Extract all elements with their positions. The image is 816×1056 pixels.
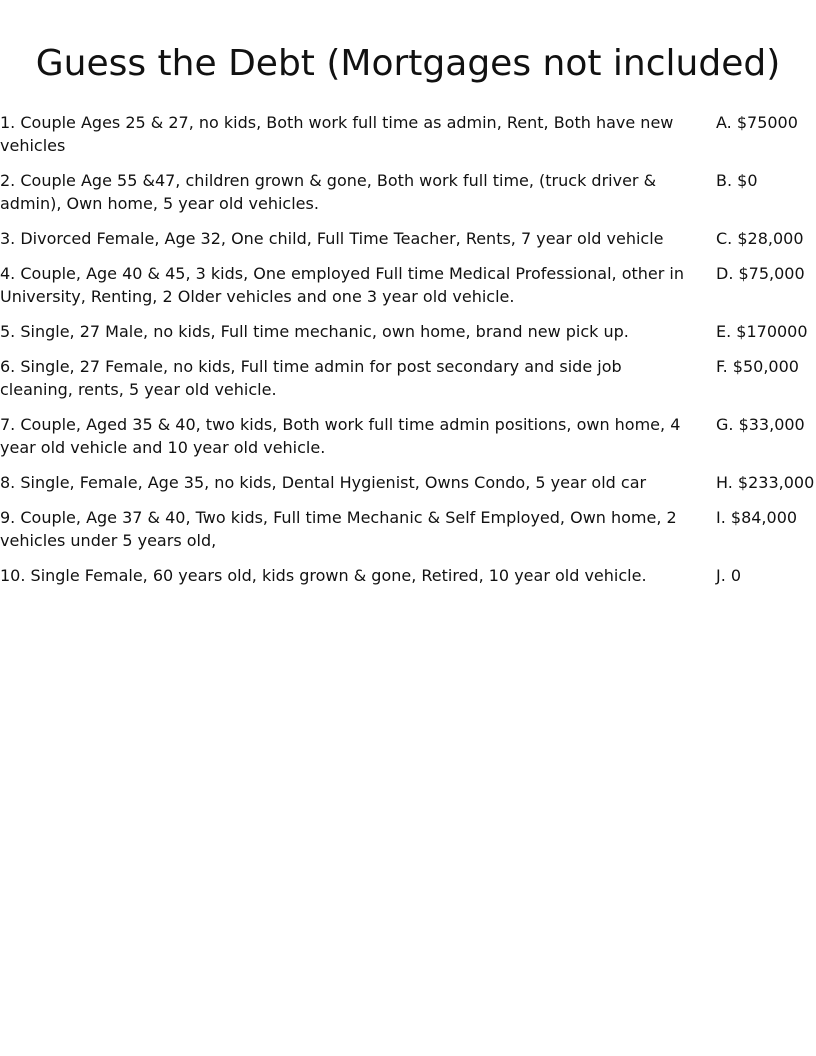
answer-option: A. $75000 bbox=[716, 113, 798, 132]
answer-option: G. $33,000 bbox=[716, 415, 805, 434]
answer-option: F. $50,000 bbox=[716, 357, 799, 376]
scenario-text: 4. Couple, Age 40 & 45, 3 kids, One employed Full time Medical Professional, other in University, Renting, 2 Older vehicles and one 3 year old vehicle. bbox=[0, 264, 685, 306]
answer-option: J. 0 bbox=[716, 566, 742, 585]
list-item bbox=[0, 506, 816, 552]
scenario-text: 10. Single Female, 60 years old, kids grown & gone, Retired, 10 year old vehicle. bbox=[0, 566, 647, 585]
list-item bbox=[0, 111, 816, 157]
scenario-text: 3. Divorced Female, Age 32, One child, Full Time Teacher, Rents, 7 year old vehicle bbox=[0, 229, 664, 248]
list-item bbox=[0, 262, 816, 308]
debt-list bbox=[0, 111, 816, 599]
list-item bbox=[0, 355, 816, 401]
list-item bbox=[0, 471, 816, 494]
answer-option: D. $75,000 bbox=[716, 264, 805, 283]
list-item bbox=[0, 169, 816, 215]
scenario-text: 8. Single, Female, Age 35, no kids, Dental Hygienist, Owns Condo, 5 year old car bbox=[0, 473, 647, 492]
page-title: Guess the Debt (Mortgages not included) bbox=[35, 43, 781, 84]
scenario-text: 5. Single, 27 Male, no kids, Full time mechanic, own home, brand new pick up. bbox=[0, 322, 629, 341]
list-item bbox=[0, 320, 816, 343]
scenario-text: 7. Couple, Aged 35 & 40, two kids, Both work full time admin positions, own home, 4 year old vehicle and 10 year old vehicle. bbox=[0, 415, 681, 457]
list-item bbox=[0, 413, 816, 459]
list-item bbox=[0, 227, 816, 250]
scenario-text: 1. Couple Ages 25 & 27, no kids, Both work full time as admin, Rent, Both have new vehicles bbox=[0, 113, 674, 155]
answer-option: I. $84,000 bbox=[716, 508, 798, 527]
answer-option: C. $28,000 bbox=[716, 229, 804, 248]
answer-option: B. $0 bbox=[716, 171, 758, 190]
scenario-text: 2. Couple Age 55 &47, children grown & gone, Both work full time, (truck driver & admin), Own home, 5 year old vehicles. bbox=[0, 171, 657, 213]
answer-option: E. $170000 bbox=[716, 322, 808, 341]
scenario-text: 9. Couple, Age 37 & 40, Two kids, Full time Mechanic & Self Employed, Own home, 2 vehicles under 5 years old, bbox=[0, 508, 677, 550]
list-item bbox=[0, 564, 816, 587]
scenario-text: 6. Single, 27 Female, no kids, Full time admin for post secondary and side job cleaning, rents, 5 year old vehicle. bbox=[0, 357, 622, 399]
answer-option: H. $233,000 bbox=[716, 473, 815, 492]
